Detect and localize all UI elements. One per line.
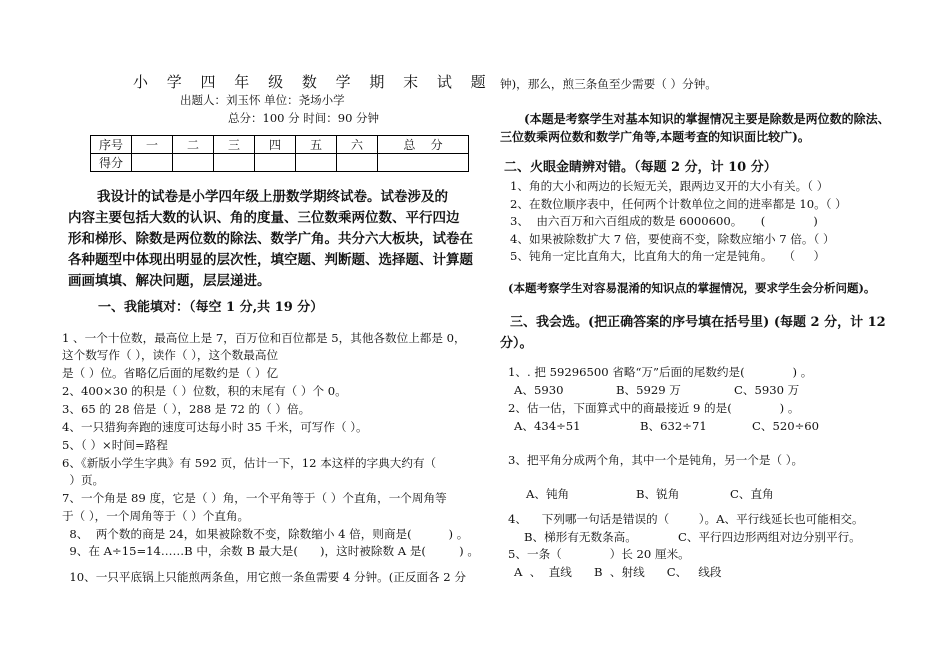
note-line: 三位数乘两位数和数学广角等,本题考查的知识面比较广)。: [500, 130, 810, 144]
score-header-cell: 一: [132, 136, 173, 154]
intro-line: 画画填填、解决问题，层层递进。: [68, 273, 271, 289]
page-title: 小 学 四 年 级 数 学 期 末 试 题: [133, 73, 493, 91]
question-line: 9、在 A÷15=14……B 中，余数 B 最大是( )，这时被除数 A 是( ) 。: [62, 544, 479, 558]
judge-item: 4、如果被除数扩大 7 倍，要使商不变，除数应缩小 7 倍。（ ）: [510, 232, 835, 246]
question-continuation: 钟)，那么，煎三条鱼至少需要（ ）分钟。: [500, 77, 717, 91]
question-line: ）页。: [62, 473, 105, 487]
score-cell[interactable]: [337, 154, 378, 172]
score-cell[interactable]: [214, 154, 255, 172]
choice-option: B、632÷71: [640, 419, 707, 433]
choice-option: A、434÷51: [514, 419, 581, 433]
choice-option: B、5929 万: [616, 383, 681, 397]
choice-option: C、直角: [730, 487, 774, 501]
section3-title-cont: 分）。: [500, 336, 533, 351]
score-header-cell: 四: [255, 136, 296, 154]
score-table: [90, 135, 469, 172]
score-cell[interactable]: [173, 154, 214, 172]
intro-line: 内容主要包括大数的认识、角的度量、三位数乘两位数、平行四边: [68, 210, 460, 226]
choice-option: A、钝角: [526, 487, 570, 501]
section2-title: 二、火眼金睛辨对错。（每题 2 分，计 10 分）: [504, 160, 777, 175]
question-line: 10、一只平底锅上只能煎两条鱼，用它煎一条鱼需要 4 分钟。(正反面各 2 分: [62, 570, 466, 584]
choice-option: C、520÷60: [752, 419, 820, 433]
score-header-cell: 三: [214, 136, 255, 154]
score-header-cell: 二: [173, 136, 214, 154]
choice-option: B、梯形有无数条高。: [524, 530, 637, 544]
judge-item: 5、钝角一定比直角大，比直角大的角一定是钝角。 （ ）: [510, 249, 826, 263]
question-line: 这个数写作（ ），读作（ ），这个数最高位: [62, 348, 279, 362]
intro-line: 各种题型中体现出明显的层次性，填空题、判断题、选择题、计算题: [68, 252, 473, 268]
score-header-cell: 总 分: [378, 136, 469, 154]
choice-question: 2、估一估，下面算式中的商最接近 9 的是( ) 。: [508, 401, 800, 415]
judge-item: 1、角的大小和两边的长短无关，跟两边叉开的大小有关。（ ）: [510, 179, 829, 193]
question-line: 2、400×30 的积是（ ）位数，积的末尾有（ ）个 0。: [62, 384, 347, 398]
judge-item: 2、在数位顺序表中，任何两个计数单位之间的进率都是 10。（ ）: [510, 197, 847, 211]
author-line: 出题人：刘玉怀 单位：尧场小学: [180, 93, 345, 107]
score-cell[interactable]: [378, 154, 469, 172]
score-cell[interactable]: [132, 154, 173, 172]
question-line: 4、一只猎狗奔跑的速度可达每小时 35 千米，可写作（ ）。: [62, 420, 368, 434]
score-table-header-row: [91, 136, 469, 154]
section3-title: 三、我会选。(把正确答案的序号填在括号里) (每题 2 分，计 12: [510, 315, 886, 330]
choice-option: A 、 直线 B 、射线 C、 线段: [514, 565, 722, 579]
intro-line: 形和梯形、除数是两位数的除法、数学广角。共分六大板块，试卷在: [68, 231, 473, 247]
score-row-label: 得分: [91, 154, 132, 172]
section2-note: (本题考察学生对容易混淆的知识点的掌握情况，要求学生会分析问题)。: [508, 281, 876, 295]
choice-question: 4、 下列哪一句话是错误的（ ）。A、平行线延长也可能相交。: [508, 512, 864, 526]
score-table-row: [91, 154, 469, 172]
question-line: 8、 两个数的商是 24，如果被除数不变，除数缩小 4 倍，则商是( ) 。: [62, 527, 469, 541]
choice-option: B、锐角: [636, 487, 680, 501]
note-line: (本题是考察学生对基本知识的掌握情况主要是除数是两位数的除法、: [524, 112, 890, 126]
question-line: 于（ ），一个周角等于（ ）个直角。: [62, 509, 250, 523]
question-line: 3、65 的 28 倍是（ ），288 是 72 的（ ）倍。: [62, 402, 311, 416]
choice-option: C、平行四边形两组对边分别平行。: [678, 530, 861, 544]
score-cell[interactable]: [255, 154, 296, 172]
score-line: 总分：100 分 时间：90 分钟: [228, 111, 380, 125]
judge-item: 3、 由六百万和六百组成的数是 6000600。 ( ): [510, 214, 818, 228]
section1-title: 一、我能填对：（每空 1 分,共 19 分）: [98, 300, 324, 315]
question-line: 1 、一个十位数，最高位上是 7，百万位和百位都是 5，其他各数位上都是 0，: [62, 331, 466, 345]
choice-question: 1、. 把 59296500 省略“万”后面的尾数约是( ) 。: [508, 365, 813, 379]
question-line: 6、《新版小学生字典》有 592 页，估计一下，12 本这样的字典大约有（: [62, 456, 437, 470]
score-header-cell: 六: [337, 136, 378, 154]
choice-option: A、5930: [514, 383, 564, 397]
choice-question: 3、把平角分成两个角，其中一个是钝角，另一个是（ ）。: [508, 453, 804, 467]
intro-line: 我设计的试卷是小学四年级上册数学期终试卷。试卷涉及的: [97, 189, 448, 205]
choice-question: 5、一条（ ）长 20 厘米。: [508, 547, 690, 561]
question-line: 7、一个角是 89 度，它是（ ）角，一个平角等于（ ）个直角，一个周角等: [62, 491, 447, 505]
question-line: 5、（ ）×时间=路程: [62, 438, 168, 452]
question-line: 是（ ）位。省略亿后面的尾数约是（ ）亿: [62, 366, 279, 380]
score-cell[interactable]: [296, 154, 337, 172]
score-header-cell: 五: [296, 136, 337, 154]
score-header-cell: 序号: [91, 136, 132, 154]
choice-option: C、5930 万: [734, 383, 800, 397]
